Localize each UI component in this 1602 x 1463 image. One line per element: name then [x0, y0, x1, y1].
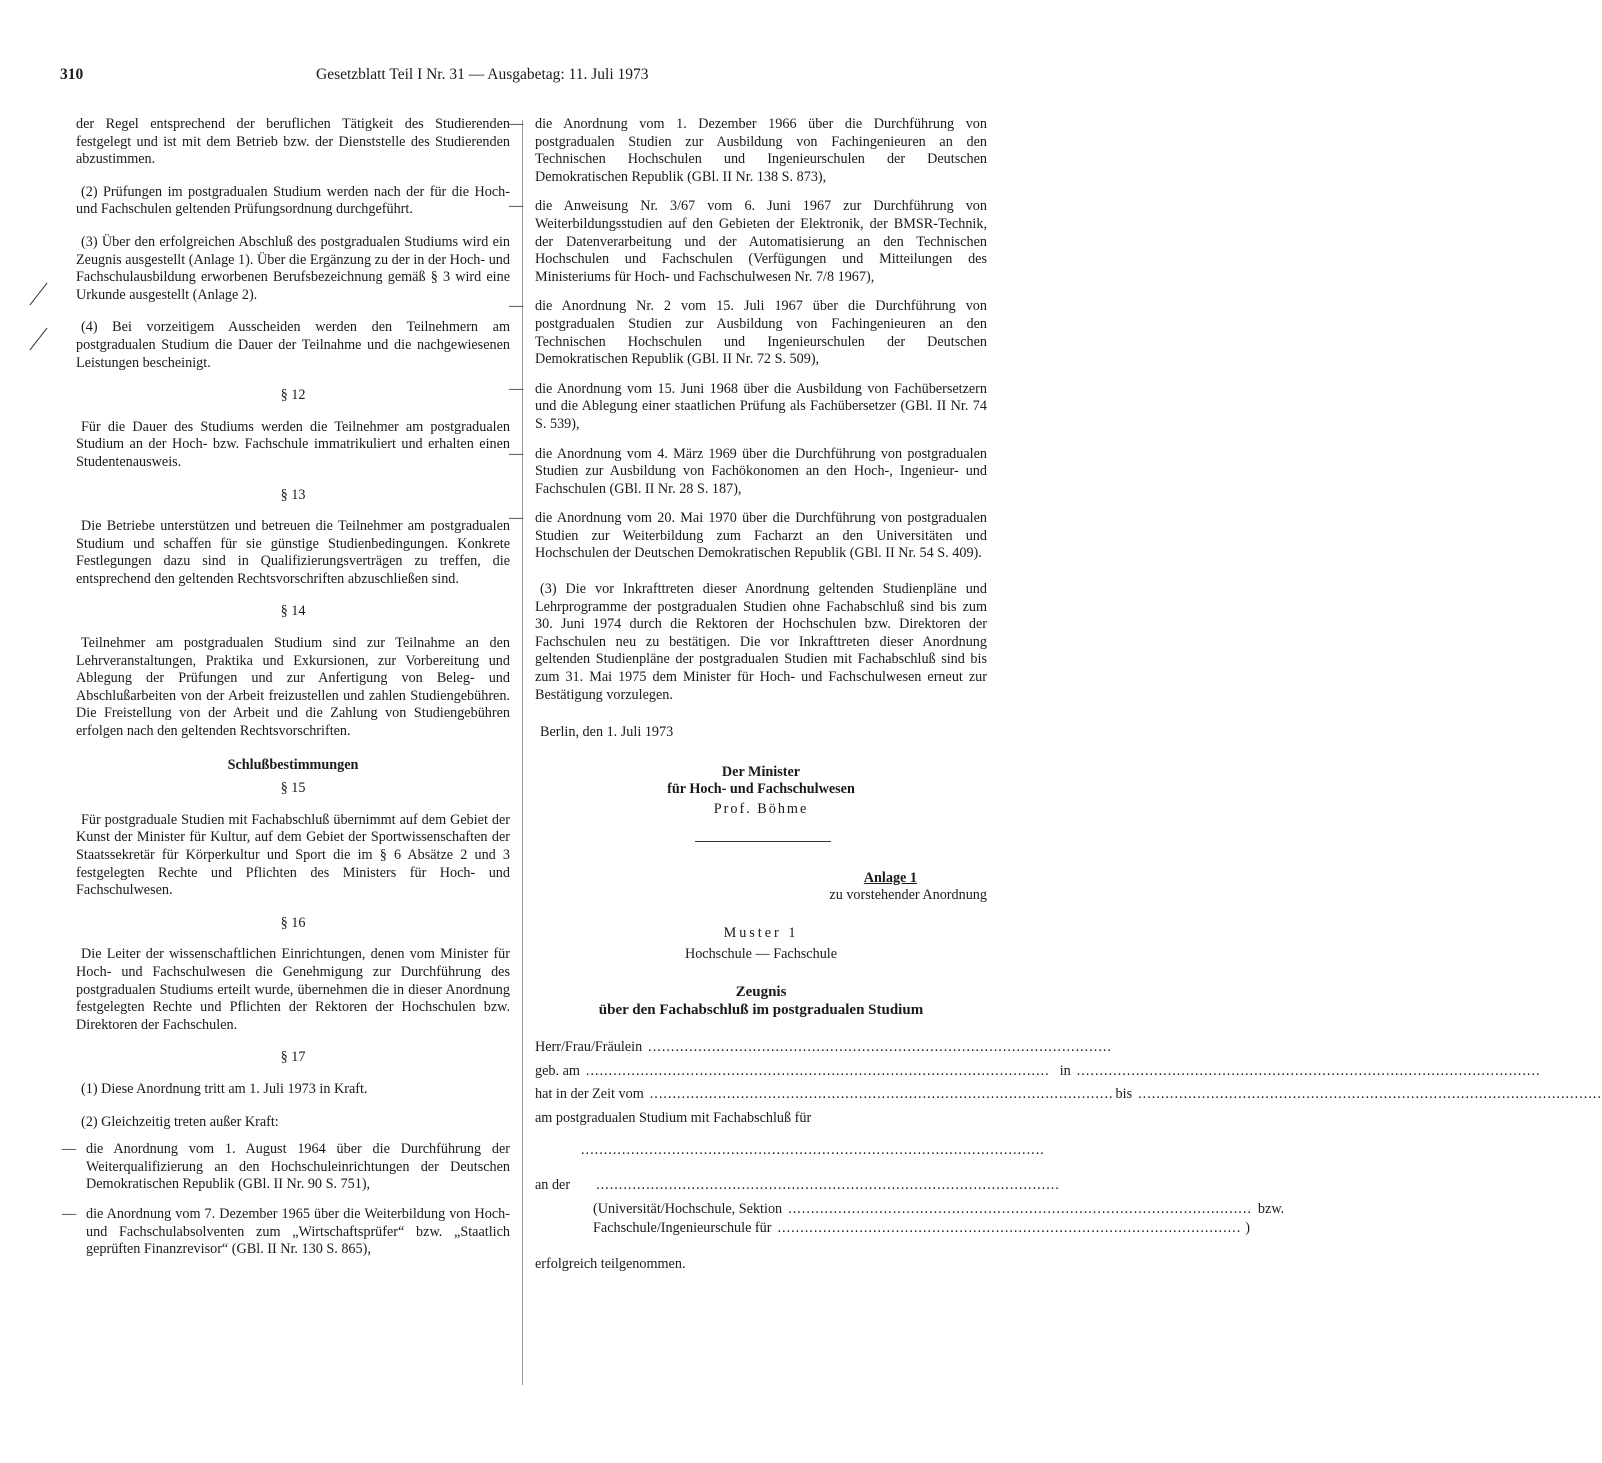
- dash-bullet: —: [62, 1205, 77, 1222]
- list-item-text: die Anweisung Nr. 3/67 vom 6. Juni 1967 zur Durchführung von Weiterbildungsstudien auf den Gebieten der Elektronik, der BMSR-Technik, der Datenverarbeitung und der Automatisierung an den Technischen Hochschulen und Fachschulen (Verfügungen und Mitteilungen des Ministeriums für Hoch- und Fachschulwesen Nr. 7/8 1967),: [535, 198, 987, 285]
- form-label: hat in der Zeit vom: [535, 1086, 644, 1103]
- page-header: [60, 66, 964, 88]
- dash-bullet: —: [509, 510, 524, 527]
- form-label: bzw.: [1257, 1200, 1285, 1217]
- form-label: ): [1245, 1220, 1250, 1237]
- margin-mark: [29, 328, 47, 351]
- right-column: [509, 116, 1602, 1280]
- form-line-birth: [535, 1062, 1541, 1081]
- annex-title: Anlage 1: [863, 869, 917, 886]
- annex-header: [535, 870, 987, 905]
- list-item: [509, 198, 987, 286]
- certificate-form: [535, 1039, 1602, 1273]
- repeal-list: [62, 1141, 510, 1259]
- form-label: geb. am: [535, 1062, 580, 1079]
- section-heading: § 16: [280, 914, 306, 931]
- section-heading: § 14: [280, 603, 306, 620]
- form-label: Fachschule/Ingenieurschule für: [593, 1220, 772, 1237]
- paragraph: Die Betriebe unterstützen und betreuen die Teilnehmer am postgradualen Studium und schaffen für sie günstige Studienbedingungen. Konkrete Festlegungen dazu sind in Qualifizierungsverträgen zu treffen, die entsprechend den geltenden Rechtsvorschriften abzuschließen sind.: [76, 518, 510, 587]
- paragraph: (3) Die vor Inkrafttreten dieser Anordnung geltenden Studienpläne und Lehrprogramme der postgradualen Studien ohne Fachabschluß sind bis zum 30. Juni 1974 durch die Rektoren der Hochschulen bzw. Direktoren der Fachschulen neu zu bestätigen. Die vor Inkrafttreten dieser Anordnung geltenden Studienpläne der postgradualen Studien mit Fachabschluß sind bis zum 31. Mai 1975 dem Minister für Hoch- und Fachschulwesen erneut zur Bestätigung vorzulegen.: [535, 581, 987, 703]
- left-column: [62, 116, 510, 1271]
- blank-field: ......................................................................................................: [585, 1062, 1050, 1079]
- certificate-subtitle: über den Fachabschluß im postgradualen Studium: [598, 1001, 924, 1018]
- blank-field: ......................................................................................................: [777, 1220, 1242, 1237]
- form-label: Herr/Frau/Fräulein: [535, 1039, 643, 1056]
- annex-subtitle: zu vorstehender Anordnung: [829, 887, 987, 904]
- form-line-period: [535, 1086, 1602, 1104]
- list-item: [62, 1206, 510, 1259]
- list-item: [509, 510, 987, 563]
- margin-mark: [29, 283, 47, 306]
- form-line-institution: [535, 1177, 1060, 1195]
- paragraph: (2) Prüfungen im postgradualen Studium werden nach der für die Hoch- und Fachschulen geltenden Prüfungsordnung durchgeführt.: [76, 183, 510, 218]
- list-item-text: die Anordnung vom 20. Mai 1970 über die Durchführung von postgradualen Studien zur Weiterbildung zum Facharzt an den Universitäten und Hochschulen der Deutschen Demokratischen Republik (GBl. II Nr. 54 S. 409).: [535, 510, 987, 562]
- list-item-text: die Anordnung vom 7. Dezember 1965 über die Weiterbildung von Hoch- und Fachschulabsolventen zum „Wirtschaftsprüfer“ bzw. „Staatlich geprüften Finanzrevisor“ (GBl. II Nr. 130 S. 865),: [86, 1205, 510, 1258]
- page-number: 310: [60, 66, 84, 83]
- list-item-text: die Anordnung vom 4. März 1969 über die Durchführung von postgradualen Studien zur Ausbildung von Fachökonomen an den Hoch-, Ingenieur- und Fachschulen (GBl. II Nr. 28 S. 187),: [535, 445, 987, 497]
- blank-field: ......................................................................................................: [596, 1177, 1060, 1194]
- paragraph: (1) Diese Anordnung tritt am 1. Juli 1973 in Kraft.: [81, 1080, 368, 1097]
- place-date: Berlin, den 1. Juli 1973: [540, 724, 674, 741]
- blank-field: ......................................................................................................: [1138, 1086, 1602, 1103]
- blank-field: ......................................................................................................: [649, 1086, 1114, 1103]
- form-label: in: [1059, 1062, 1071, 1079]
- form-line-section: [593, 1200, 1285, 1219]
- form-label: (Universität/Hochschule, Sektion: [593, 1200, 783, 1217]
- running-title: Gesetzblatt Teil I Nr. 31 — Ausgabetag: 11. Juli 1973: [316, 66, 649, 83]
- dash-bullet: —: [509, 380, 524, 397]
- certificate-title: Zeugnis: [735, 983, 787, 1000]
- dash-bullet: —: [62, 1141, 77, 1158]
- blank-field: ......................................................................................................: [1076, 1062, 1541, 1079]
- dash-bullet: —: [509, 198, 524, 215]
- paragraph: (4) Bei vorzeitigem Ausscheiden werden den Teilnehmern am postgradualen Studium die Dauer der Teilnahme und die nachgewiesenen Leistungen bescheinigt.: [76, 319, 510, 371]
- form-line-school: [593, 1220, 1250, 1238]
- list-item: [62, 1141, 510, 1194]
- signatory-ministry: für Hoch- und Fachschulwesen: [667, 781, 855, 798]
- form-line-blank: [581, 1141, 1045, 1160]
- form-label: bis: [1115, 1086, 1133, 1103]
- dash-bullet: —: [509, 445, 524, 462]
- section-heading: § 12: [280, 387, 306, 404]
- signatory-name: Prof. Böhme: [713, 801, 809, 817]
- chapter-heading: Schlußbestimmungen: [227, 756, 359, 773]
- dash-bullet: —: [509, 116, 524, 132]
- paragraph: Die Leiter der wissenschaftlichen Einrichtungen, denen vom Minister für Hoch- und Fachschulwesen die Genehmigung zur Durchführung des postgradualen Studiums erteilt wurde, übernehmen die in dieser Anordnung festgelegten Rechte und Pflichten der Rektoren der Hochschulen bzw. Direktoren der Fachschulen.: [76, 946, 510, 1033]
- form-line-study: [535, 1110, 987, 1128]
- template-subtitle: Hochschule — Fachschule: [684, 946, 838, 963]
- repeal-list-continued: [509, 116, 987, 563]
- list-item-text: die Anordnung vom 15. Juni 1968 über die Ausbildung von Fachübersetzern und die Ablegung einer staatlichen Prüfung als Fachübersetzer (GBl. II Nr. 74 S. 539),: [535, 380, 987, 432]
- template-title: Muster 1: [723, 924, 799, 941]
- blank-field: ......................................................................................................: [648, 1039, 1112, 1056]
- paragraph: (3) Über den erfolgreichen Abschluß des postgradualen Studiums wird ein Zeugnis ausgestellt (Anlage 1). Über die Ergänzung zu der in der Hoch- und Fachschulausbildung erworbenen Berufsbezeichnung gemäß § 3 wird eine Urkunde ausgestellt (Anlage 2).: [76, 233, 510, 303]
- blank-field: ......................................................................................................: [788, 1200, 1252, 1217]
- section-heading: § 17: [280, 1049, 306, 1066]
- section-heading: § 13: [280, 486, 306, 503]
- paragraph: Für postgraduale Studien mit Fachabschluß übernimmt auf dem Gebiet der Kunst der Minister für Kultur, auf dem Gebiet der Sportwissenschaften der Staatssekretär für Körperkultur und Sport die im § 6 Absätze 2 und 3 festgelegten Rechte und Pflichten des Ministers für Hoch- und Fachschulwesen.: [76, 811, 510, 899]
- blank-field: ......................................................................................................: [581, 1141, 1045, 1158]
- list-item-text: die Anordnung vom 1. August 1964 über die Durchführung der Weiterqualifizierung an den Hochschuleinrichtungen der Deutschen Demokratischen Republik (GBl. II Nr. 90 S. 751),: [86, 1141, 510, 1193]
- form-line-result: [535, 1256, 987, 1274]
- paragraph: (2) Gleichzeitig treten außer Kraft:: [81, 1113, 279, 1130]
- list-item-text: die Anordnung Nr. 2 vom 15. Juli 1967 über die Durchführung von postgradualen Studien zur Ausbildung von Fachingenieuren an den Technischen Hochschulen und Ingenieurschulen der Deutschen Demokratischen Republik (GBl. II Nr. 72 S. 509),: [535, 298, 987, 368]
- list-item: [509, 116, 987, 186]
- list-item-text: die Anordnung vom 1. Dezember 1966 über die Durchführung von postgradualen Studien zur Ausbildung von Fachingenieuren an den Technischen Hochschulen und Ingenieurschulen der Deutschen Demokratischen Republik (GBl. II Nr. 138 S. 873),: [535, 116, 987, 185]
- paragraph: Für die Dauer des Studiums werden die Teilnehmer am postgradualen Studium an der Hoch- bzw. Fachschule immatrikuliert und erhalten einen Studentenausweis.: [76, 418, 510, 470]
- section-heading: § 15: [280, 780, 306, 797]
- paragraph: Teilnehmer am postgradualen Studium sind zur Teilnahme an den Lehrveranstaltungen, Praktika und Exkursionen, zur Vorbereitung und Ablegung der Prüfungen und zur Anfertigung von Beleg- und Abschlußarbeiten von der Arbeit freizustellen und zahlen Studiengebühren. Die Freistellung von der Arbeit und die Zahlung von Studiengebühren erfolgen nach den geltenden Rechtsvorschriften.: [76, 635, 510, 740]
- paragraph: der Regel entsprechend der beruflichen Tätigkeit des Studierenden festgelegt und ist mit dem Betrieb bzw. der Dienststelle des Studierenden abzustimmen.: [76, 116, 510, 168]
- form-label: erfolgreich teilgenommen.: [535, 1255, 686, 1272]
- template-header: [535, 925, 987, 964]
- list-item: [509, 380, 987, 434]
- form-line-name: [535, 1039, 1112, 1057]
- form-label: an der: [535, 1177, 571, 1194]
- form-label: am postgradualen Studium mit Fachabschluß für: [535, 1109, 812, 1126]
- certificate-heading: [535, 984, 987, 1019]
- signature-block: [535, 764, 987, 819]
- separator-line: [695, 841, 831, 842]
- signatory-title: Der Minister: [721, 763, 801, 780]
- dash-bullet: —: [509, 298, 524, 315]
- list-item: [509, 298, 987, 368]
- list-item: [509, 445, 987, 499]
